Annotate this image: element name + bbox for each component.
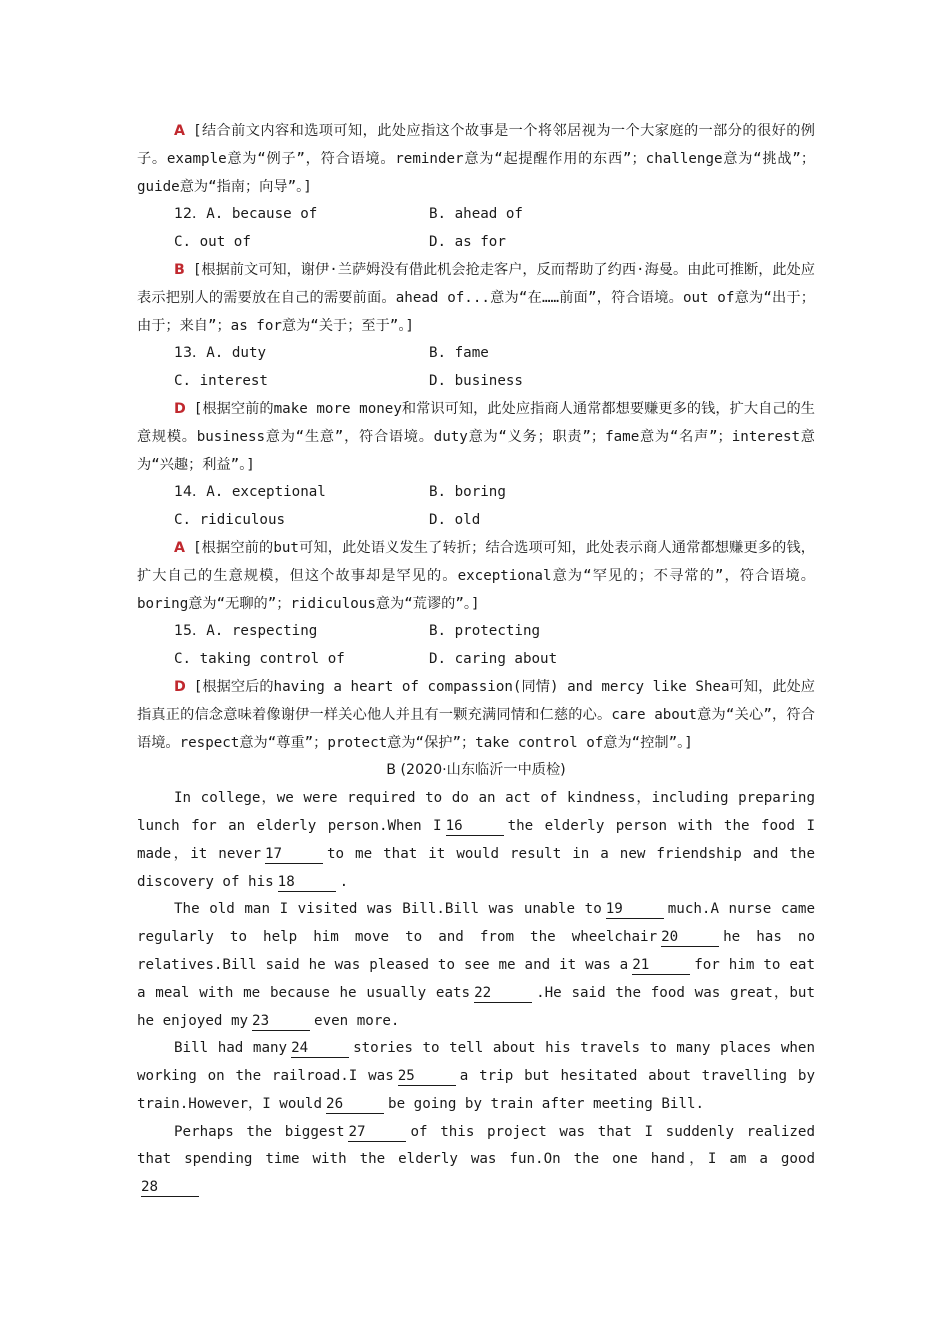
option-b: B. protecting (429, 623, 541, 640)
option-d: D. as for (429, 234, 506, 251)
passage-text: to me that it would result in a new friendship and the discovery of his (137, 845, 816, 890)
answer-key: D (174, 400, 186, 417)
answer-key: D (174, 678, 186, 695)
option-a: A. duty (206, 345, 267, 362)
options-row (137, 479, 815, 507)
option-a: A. respecting (206, 623, 318, 640)
blank: 24 (291, 1039, 349, 1058)
passage-text: a trip but hesitated about travelling by train.However，I would (137, 1068, 815, 1112)
blank: 20 (661, 928, 719, 947)
cloze-passage (137, 785, 815, 1202)
explanation-text: [根据空前的but可知，此处语义发生了转折；结合选项可知，此处表示商人通常都想赚更多的钱，扩大自己的生意规模，但这个故事却是罕见的。exceptional意为“罕见的；不寻常的”，符合语境。boring意为“无聊的”；ridiculous意为“荒谬的”。] (137, 539, 815, 612)
explanation-text: [根据空前的make more money和常识可知，此处应指商人通常都想要赚更多的钱，扩大自己的生意规模。business意为“生意”，符合语境。duty意为“义务；职责”；fame意为“名声”；interest意为“兴趣；利益”。] (137, 400, 815, 473)
options-row (137, 340, 815, 368)
explanation-text: [结合前文内容和选项可知，此处应指这个故事是一个将邻居视为一个大家庭的一部分的很好的例子。example意为“例子”，符合语境。reminder意为“起提醒作用的东西”；challenge意为“挑战”；guide意为“指南；向导”。] (137, 123, 816, 195)
document-page (137, 118, 815, 1202)
passage-text: be going by train after meeting Bill. (388, 1095, 705, 1112)
passage-text: .He said the food was great，but he enjoyed my (137, 984, 815, 1029)
passage-text: . (339, 873, 349, 890)
explanation-text: [根据前文可知，谢伊·兰萨姆没有借此机会抢走客户，反而帮助了约西·海曼。由此可推断，此处应表示把别人的需要放在自己的需要前面。ahead of...意为“在……前面”，符合语境。out of意为“出于；由于；来自”；as for意为“关于；至于”。] (137, 261, 815, 334)
blank: 22 (474, 984, 532, 1003)
explanation-12 (137, 257, 815, 340)
options-row (137, 201, 815, 229)
option-b: B. boring (429, 484, 506, 501)
passage-text: even more. (314, 1012, 400, 1029)
blank: 25 (398, 1067, 456, 1086)
passage-paragraph (137, 1119, 815, 1202)
passage-paragraph (137, 785, 815, 896)
passage-text: stories to tell about his travels to many places when working on the railroad.I was (137, 1040, 815, 1085)
question-number: 13． (174, 345, 207, 362)
options-row (137, 618, 815, 646)
blank: 19 (606, 900, 664, 919)
passage-text: In college，we were required to do an act of kindness，including preparing lunch for an elderly person.When I (137, 790, 815, 834)
option-a: A. because of (206, 206, 318, 223)
passage-text: The old man I visited was Bill.Bill was unable to (174, 901, 602, 918)
options-row (137, 229, 815, 257)
explanation-11 (137, 118, 815, 201)
blank: 21 (632, 956, 690, 975)
question-number: 15． (174, 623, 207, 640)
answer-key: A (174, 123, 185, 139)
explanation-14 (137, 535, 815, 618)
blank: 17 (265, 845, 323, 864)
explanation-13 (137, 396, 815, 479)
passage-text: the elderly person with the food I made，it never (137, 817, 815, 862)
blank: 26 (326, 1095, 384, 1114)
option-d: D. old (429, 512, 481, 529)
explanation-text: [根据空后的having a heart of compassion(同情) and mercy like Shea可知，此处应指真正的信念意味着像谢伊一样关心他人并且有一颗充满同情和仁慈的心。care about意为“关心”，符合语境。respect意为“尊重”；protect意为“保护”；take control of意为“控制”。] (137, 678, 815, 751)
option-b: B. fame (429, 345, 489, 362)
blank: 27 (348, 1123, 406, 1142)
option-d: D. caring about (429, 651, 558, 668)
blank: 23 (252, 1012, 310, 1031)
options-row (137, 646, 815, 674)
question-number: 12． (174, 206, 207, 223)
option-c: C. ridiculous (174, 512, 286, 529)
passage-text: Perhaps the biggest (174, 1123, 345, 1140)
blank: 16 (446, 817, 504, 836)
options-row (137, 368, 815, 396)
options-row (137, 507, 815, 535)
passage-paragraph (137, 1035, 815, 1118)
answer-key: A (174, 539, 185, 556)
option-c: C. interest (174, 373, 268, 390)
passage-text: for him to eat a meal with me because he usually eats (137, 956, 815, 1001)
passage-paragraph (137, 896, 815, 1035)
option-c: C. taking control of (174, 651, 345, 668)
question-number: 14． (174, 484, 207, 501)
option-a: A. exceptional (206, 484, 326, 501)
option-c: C. out of (174, 234, 251, 251)
passage-text: he has no relatives.Bill said he was pleased to see me and it was a (137, 929, 815, 973)
passage-text: much.A nurse came regularly to help him move to and from the wheelchair (137, 901, 815, 946)
blank: 28 (141, 1178, 199, 1197)
option-d: D. business (429, 373, 523, 390)
answer-key: B (174, 261, 185, 278)
passage-text: of this project was that I suddenly realized that spending time with the elderly was fun.On the one hand，I am a good (137, 1123, 815, 1168)
explanation-15 (137, 674, 815, 757)
blank: 18 (278, 873, 336, 892)
passage-text: Bill had many (174, 1040, 288, 1057)
section-title: B (2020·山东临沂一中质检) (386, 762, 566, 779)
option-b: B. ahead of (429, 206, 523, 223)
